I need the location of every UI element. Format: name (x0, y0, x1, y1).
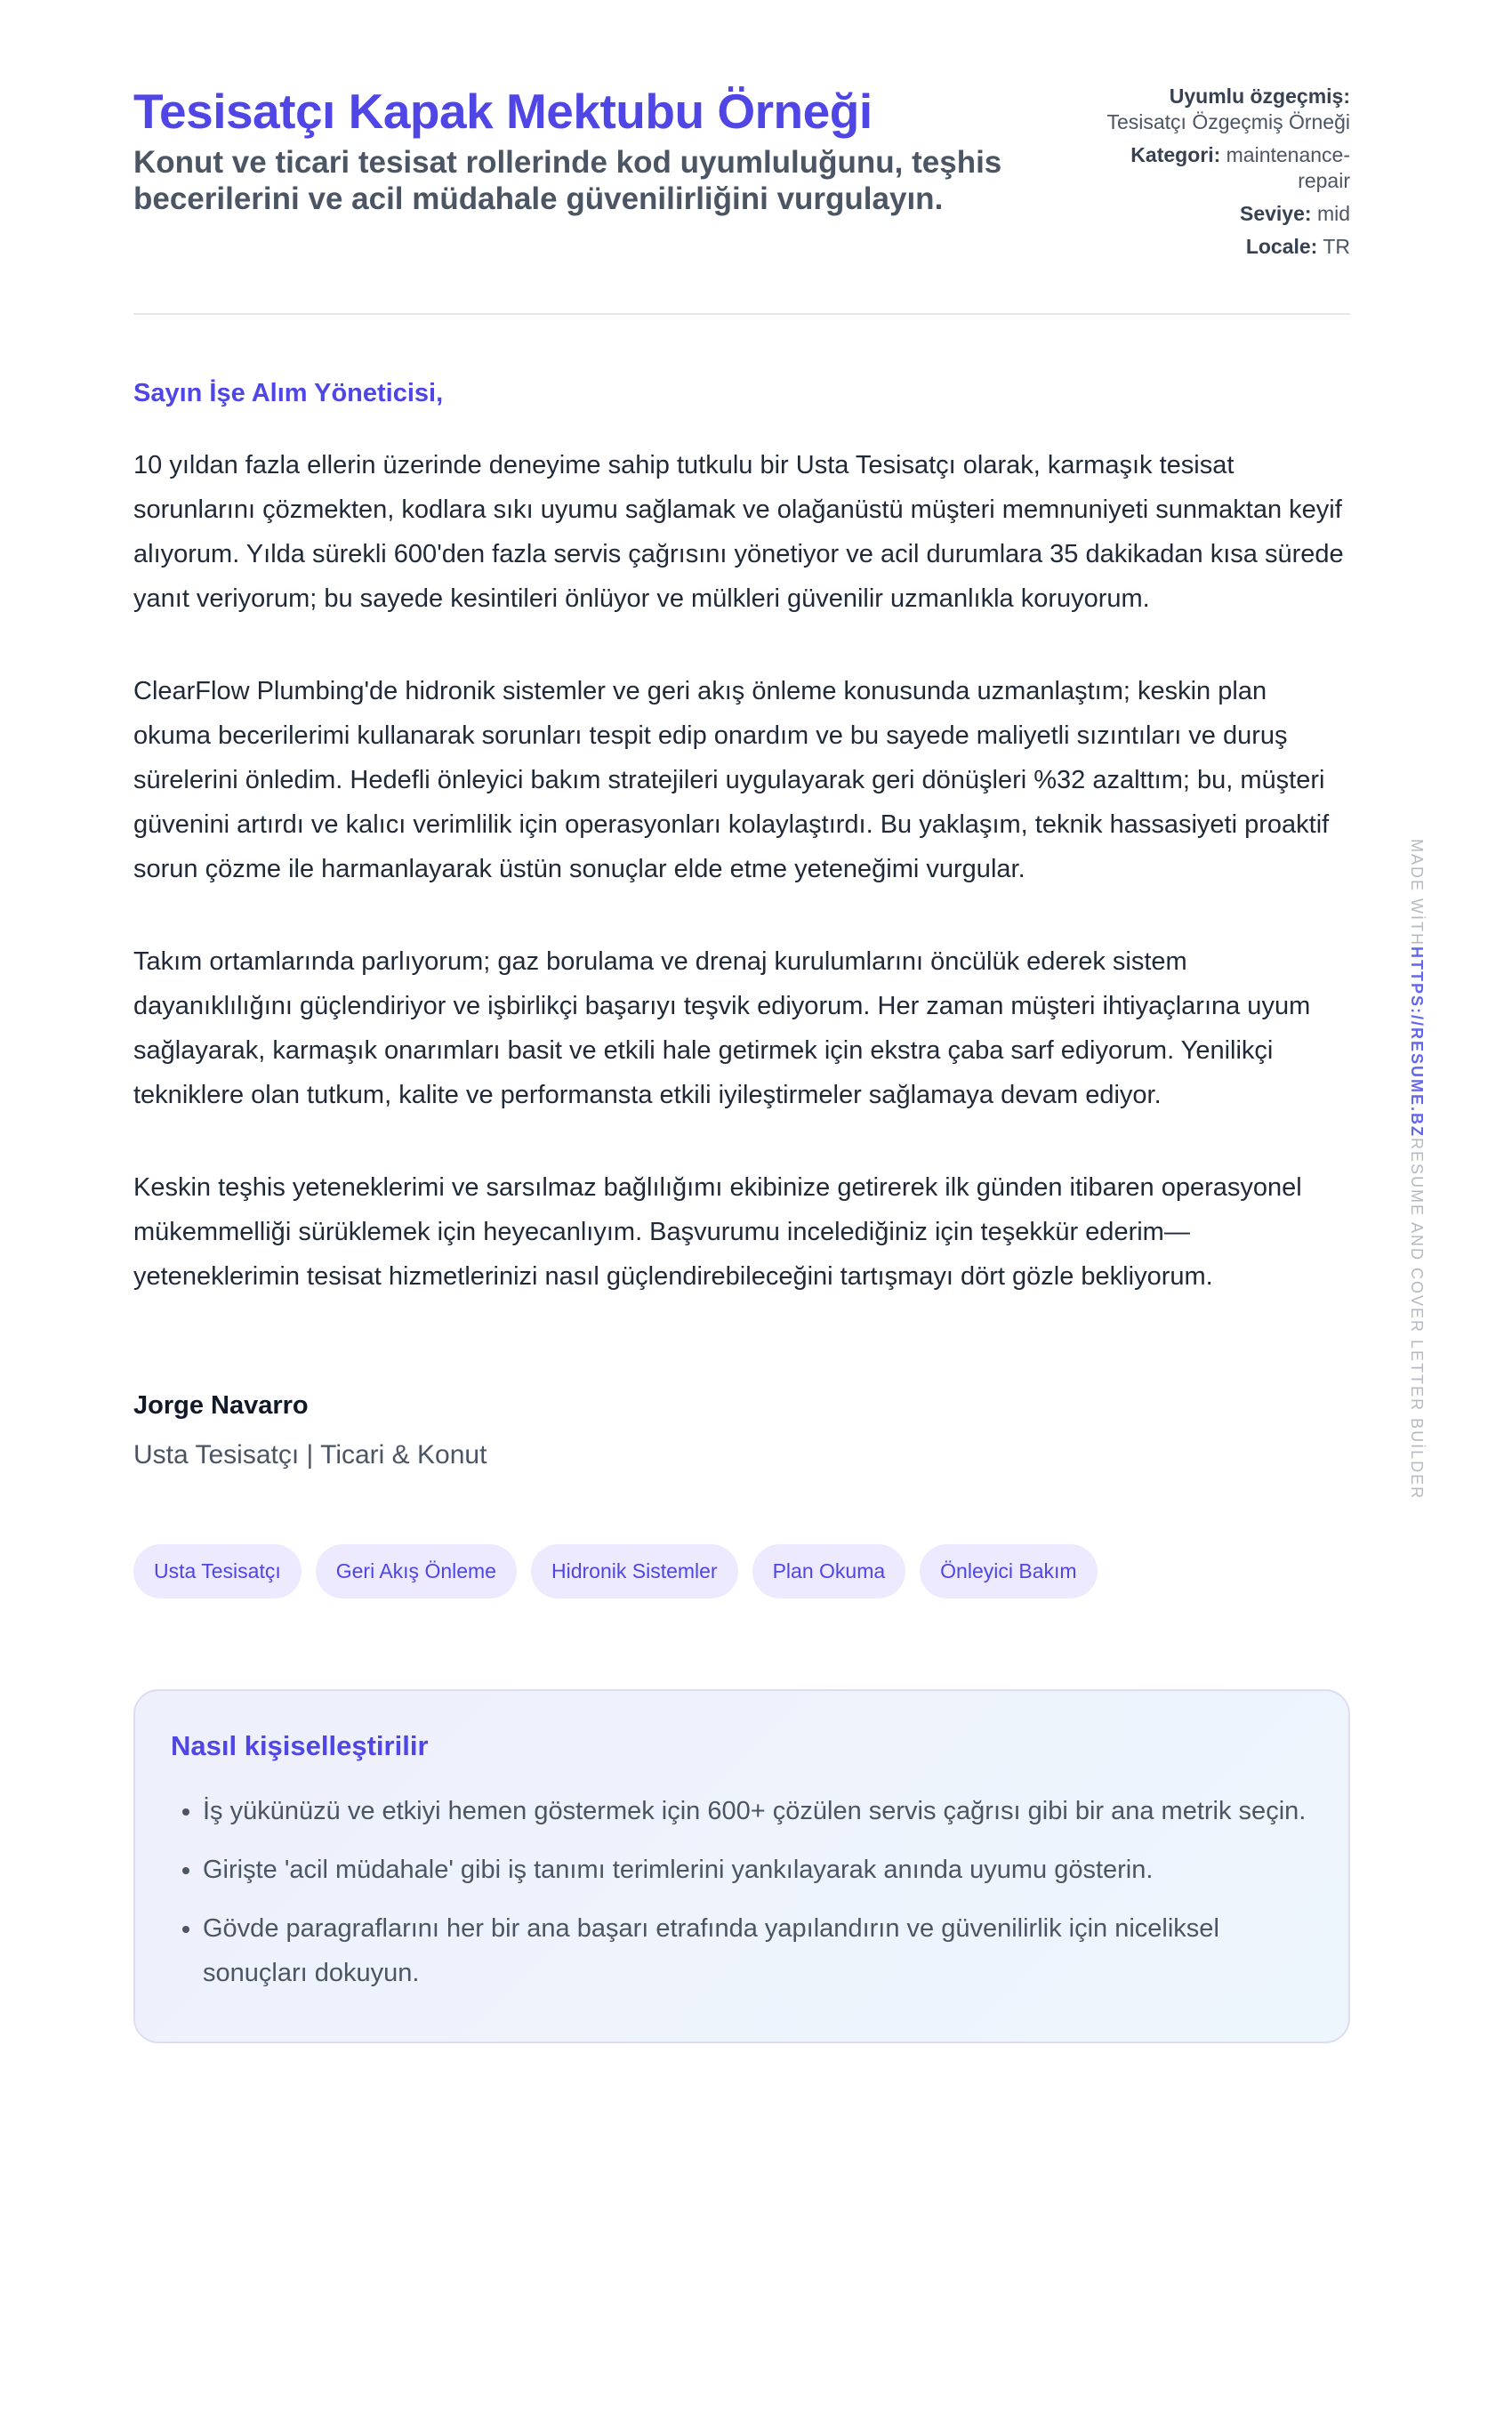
letter-paragraph: Takım ortamlarında parlıyorum; gaz borulama ve drenaj kurulumlarını öncülük ederek sistem dayanıklılığını güçlendiriyor ve işbirlikçi başarıyı teşvik ediyorum. Her zaman müşteri ihtiyaçlarına uyum sağlayarak, karmaşık onarımları basit ve etkili hale getirmek için ekstra çaba sarf ediyorum. Yenilikçi tekniklere olan tutkum, kalite ve performansta etkili iyileştirmeler sağlamaya devam ediyor. (133, 947, 1311, 1109)
tip-item: • İş yükünüzü ve etkiyi hemen göstermek için 600+ çözülen servis çağrısı gibi bir ana metrik seçin. (203, 1789, 1313, 1833)
cover-letter-page (133, 80, 1350, 2043)
meta-value: maintenance-repair (1226, 143, 1350, 192)
title-block (133, 80, 1041, 217)
meta-level (1092, 201, 1350, 227)
letter-paragraph: ClearFlow Plumbing'de hidronik sistemler ve geri akış önleme konusunda uzmanlaştım; keskin plan okuma becerilerimi kullanarak sorunları tespit edip onardım ve bu sayede maliyetli sızıntıları ve duruş sürelerini önledim. Hedefli önleyici bakım stratejileri uygulayarak geri dönüşleri %32 azalttım; bu, müşteri güvenini artırdı ve kalıcı verimlilik için operasyonları kolaylaştırdı. Bu yaklaşım, teknik hassasiyeti proaktif sorun çözme ile harmanlayarak üstün sonuçlar elde etme yeteneğimi vurgular. (133, 677, 1330, 883)
meta-label: Uyumlu özgeçmiş: (1169, 85, 1350, 108)
meta-label: Locale: (1245, 235, 1318, 258)
header (133, 80, 1350, 267)
skill-tag: Hidronik Sistemler (531, 1544, 738, 1599)
letter-paragraph: Keskin teşhis yeteneklerimi ve sarsılmaz bağlılığımı ekibinize getirerek ilk günden itibaren operasyonel mükemmelliği sürüklemek için heyecanlıyım. Başvurumu incelediğiniz için teşekkür ederim—yeteneklerimin tesisat hizmetlerinizi nasıl güçlendirebileceğini tartışmayı dört gözle bekliyorum. (133, 1173, 1302, 1291)
meta-category (1092, 142, 1350, 194)
page-subtitle: Konut ve ticari tesisat rollerinde kod uyumluluğunu, teşhis becerilerini ve acil müdahale güvenilirliğini vurgulayın. (133, 145, 1002, 216)
customization-tips-box (133, 1689, 1350, 2043)
greeting: Sayın İşe Alım Yöneticisi, (133, 379, 444, 407)
meta-info (1092, 84, 1350, 267)
watermark-link[interactable]: HTTPS://RESUME.BZ (1408, 946, 1426, 1139)
watermark-suffix: RESUME AND COVER LETTER BUİLDER (1408, 1138, 1426, 1501)
skill-tag: Önleyici Bakım (920, 1544, 1097, 1599)
page-title: Tesisatçı Kapak Mektubu Örneği (133, 84, 873, 139)
letter-paragraph: 10 yıldan fazla ellerin üzerinde deneyime sahip tutkulu bir Usta Tesisatçı olarak, karmaşık tesisat sorunlarını çözmekten, kodlara sıkı uyumu sağlamak ve olağanüstü müşteri memnuniyeti sunmaktan keyif alıyorum. Yılda sürekli 600'den fazla servis çağrısını yönetiyor ve acil durumlara 35 dakikadan kısa sürede yanıt veriyorum; bu sayede kesintileri önlüyor ve mülkleri güvenilir uzmanlıkla koruyorum. (133, 451, 1344, 613)
meta-value: TR (1323, 235, 1350, 258)
meta-value: mid (1316, 202, 1350, 225)
tips-title: Nasıl kişiselleştirilir (171, 1730, 429, 1761)
signature-role: Usta Tesisatçı | Ticari & Konut (133, 1440, 487, 1470)
skill-tag: Usta Tesisatçı (133, 1544, 302, 1599)
skill-tag: Plan Okuma (752, 1544, 906, 1599)
tip-item: • Girişte 'acil müdahale' gibi iş tanımı terimlerini yankılayarak anında uyumu gösterin. (203, 1848, 1313, 1892)
tip-item: • Gövde paragraflarını her bir ana başarı etrafında yapılandırın ve güvenilirlik için niceliksel sonuçları dokuyun. (203, 1906, 1313, 1995)
watermark (1407, 839, 1426, 1500)
watermark-prefix: MADE WİTH (1408, 839, 1426, 946)
meta-value: Tesisatçı Özgeçmiş Örneği (1106, 110, 1350, 133)
skill-tag: Geri Akış Önleme (316, 1544, 517, 1599)
skill-tags (133, 1544, 1350, 1599)
meta-label: Seviye: (1239, 202, 1312, 225)
meta-label: Kategori: (1130, 143, 1221, 166)
tips-list (171, 1789, 1313, 1995)
meta-resume (1092, 84, 1350, 135)
signature-name: Jorge Navarro (133, 1391, 309, 1420)
divider (133, 313, 1350, 315)
meta-locale (1092, 234, 1350, 260)
